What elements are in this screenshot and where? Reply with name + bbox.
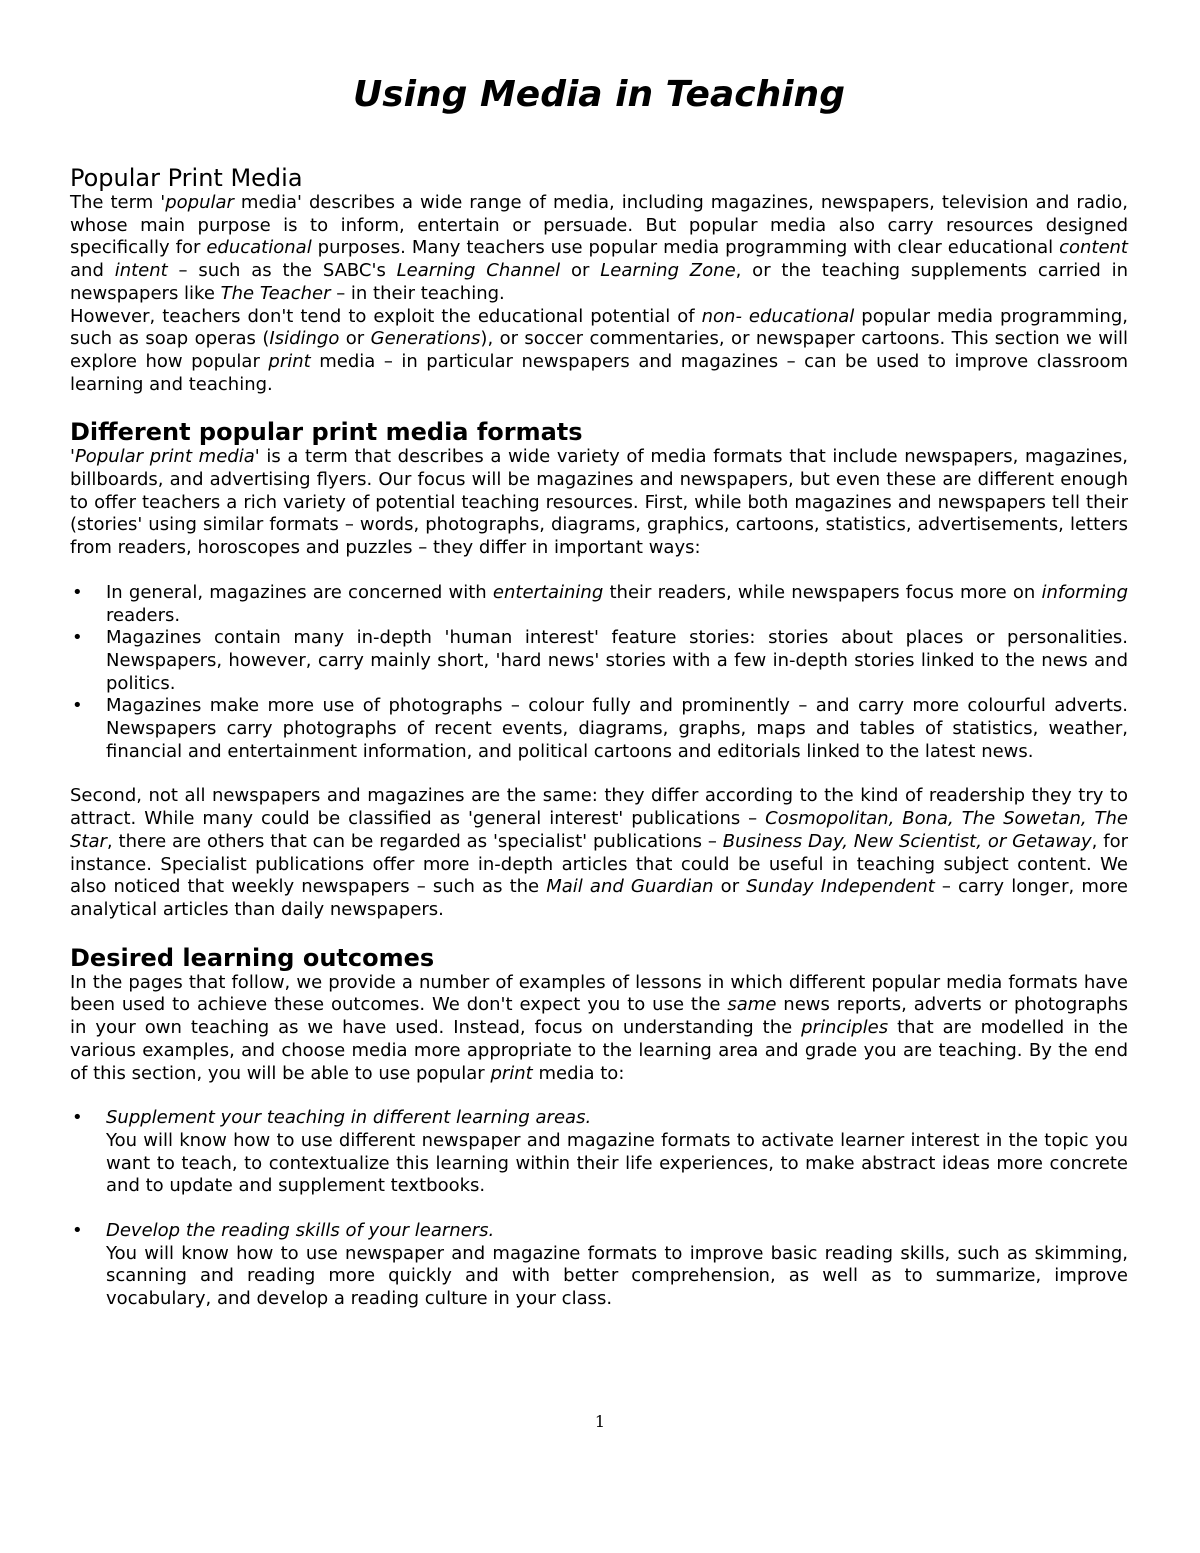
outcome-body: You will know how to use different newspaper and magazine formats to activate learner interest in the topic you want to teach, to contextualize this learning within their life experiences, to make abstract ideas more concrete and to update and supplement textbooks. — [106, 1129, 1128, 1197]
text-run: , or the teaching supplements carried in newspapers like — [70, 260, 1129, 304]
italic-run: Sunday Independent — [746, 876, 935, 898]
text-run: , for instance. Specialist publications offer more in-depth articles that could be useful in teaching subject content. We also noticed that weekly newspapers – such as the — [70, 830, 1129, 898]
list-item — [70, 1220, 1128, 1311]
italic-run: Popular print media — [74, 446, 255, 468]
section-heading-popular: Popular Print Media — [70, 164, 303, 192]
italic-run: intent — [114, 260, 168, 282]
text-run: , there are others that can be regarded as 'specialist' publications – — [106, 830, 723, 852]
text-run: In the pages that follow, we provide a number of examples of lessons in which different popular media formats have been used to achieve these outcomes. We don't expect you to use the — [70, 971, 1128, 1016]
section-heading-formats: Different popular print media formats — [70, 418, 583, 447]
text-run: – in their teaching. — [330, 282, 505, 304]
outcome-title: Develop the reading skills of your learners. — [106, 1220, 495, 1242]
text-run: Magazines contain many in-depth 'human interest' feature stories: stories about places or personalities. Newspapers, however, carry mainly short, 'hard news' stories with a few in-depth stories linked to the news and politics. — [106, 627, 1128, 694]
list-item — [70, 695, 1128, 763]
italic-run: educational — [206, 237, 312, 259]
list-item — [70, 1107, 1128, 1198]
outcome-body: You will know how to use newspaper and magazine formats to improve basic reading skills, such as skimming, scanning and reading more quickly and with better comprehension, as well as to summarize, improve vocabulary, and develop a reading culture in your class. — [106, 1242, 1128, 1310]
italic-run: informing — [1041, 581, 1128, 603]
text-run: In general, magazines are concerned with — [106, 581, 493, 603]
italic-run: principles — [801, 1017, 889, 1039]
italic-run: print — [268, 350, 311, 372]
bullet-list-outcomes-2 — [70, 1220, 1128, 1311]
text-run: popular media programming, such as soap operas ( — [70, 305, 1128, 350]
italic-run: non- educational — [701, 305, 855, 327]
text-run: and — [70, 260, 115, 282]
italic-run: Learning Zone — [600, 260, 736, 282]
text-run: their readers, while newspapers focus more on — [603, 581, 1042, 603]
italic-run: popular — [165, 192, 234, 213]
italic-run: Cosmopolitan, Bona, The Sowetan, The Star — [70, 808, 1129, 852]
italic-run: same — [727, 994, 777, 1016]
text-run: or — [713, 876, 747, 898]
list-item — [70, 582, 1128, 627]
text-run: or — [339, 328, 371, 350]
text-run: – such as the SABC's — [167, 260, 397, 282]
italic-run: Business Day, New Scientist, or Getaway — [722, 830, 1092, 852]
text-run: The term ' — [70, 192, 166, 213]
paragraph — [70, 306, 1128, 397]
text-run: purposes. Many teachers use popular media programming with clear educational — [311, 237, 1060, 259]
text-run: media – in particular newspapers and magazines – can be used to improve classroom learning and teaching. — [70, 350, 1128, 395]
italic-run: Learning Channel — [396, 260, 561, 282]
text-run: news reports, adverts or photographs in your own teaching as we have used. Instead, focus on understanding the — [70, 994, 1128, 1039]
italic-run: Isidingo — [269, 328, 340, 350]
page-number: 1 — [594, 1412, 606, 1431]
bullet-list-outcomes — [70, 1107, 1128, 1198]
text-run: Second, not all newspapers and magazines are the same: they differ according to the kind of readership they try to attract. While many could be classified as 'general interest' publications – — [70, 785, 1128, 830]
italic-run: print — [490, 1062, 533, 1084]
section-heading-outcomes: Desired learning outcomes — [70, 943, 435, 972]
italic-run: Generations — [370, 328, 481, 350]
outcome-title: Supplement your teaching in different learning areas. — [106, 1107, 592, 1129]
text-run: that are modelled in the various examples, and choose media more appropriate to the learning area and grade you are teaching. By the end of this section, you will be able to use popular — [70, 1017, 1128, 1084]
text-run: ' — [70, 446, 75, 468]
text-run: However, teachers don't tend to exploit the educational potential of — [70, 305, 702, 327]
text-run: media to: — [532, 1062, 625, 1084]
italic-run: content — [1059, 237, 1128, 259]
italic-run: entertaining — [492, 581, 604, 603]
text-run: Magazines make more use of photographs – colour fully and prominently – and carry more colourful adverts. Newspapers carry photographs of recent events, diagrams, graphs, maps and tables of statistics, weather, financial and entertainment information, and political cartoons and editorials linked to the latest news. — [106, 695, 1128, 762]
text-run: ), or soccer commentaries, or newspaper cartoons. This section we will explore how popular — [70, 328, 1128, 372]
italic-run: Mail and Guardian — [546, 876, 714, 898]
text-run: readers. — [106, 604, 181, 626]
paragraph — [70, 446, 1128, 560]
page-title: Using Media in Teaching — [353, 74, 845, 115]
text-run: media' describes a wide range of media, including magazines, newspapers, television and radio, whose main purpose is to inform, entertain or persuade. But popular media also carry resources designed specifically for — [70, 192, 1129, 259]
italic-run: The Teacher — [220, 282, 331, 304]
text-run: ' is a term that describes a wide variety of media formats that include newspapers, magazines, billboards, and advertising flyers. Our focus will be magazines and newspapers, but even these are different enough to offer teachers a rich variety of potential teaching resources. First, while both magazines and newspapers tell their (stories' using similar formats – words, photographs, diagrams, graphics, cartoons, statistics, advertisements, letters from readers, horoscopes and puzzles – they differ in important ways: — [70, 446, 1129, 559]
text-run: or — [560, 260, 601, 282]
paragraph — [70, 972, 1128, 1086]
paragraph — [70, 192, 1128, 306]
paragraph — [70, 785, 1128, 921]
document-page — [70, 70, 1128, 1311]
bullet-list-formats — [70, 582, 1128, 764]
list-item — [70, 627, 1128, 695]
text-run: – carry longer, more analytical articles than daily newspapers. — [70, 876, 1128, 920]
